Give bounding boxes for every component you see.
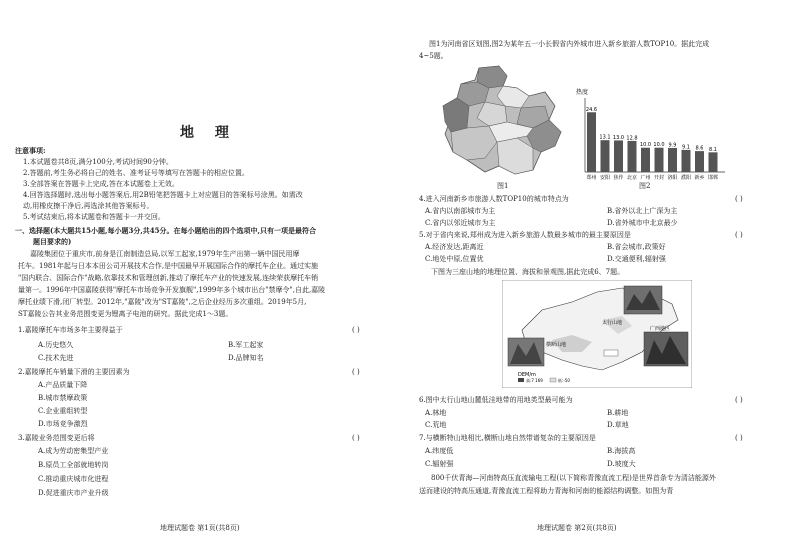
category-label: 濮阳 bbox=[680, 175, 692, 181]
option-d: D.品牌知名 bbox=[228, 354, 264, 362]
bar-洛阳 bbox=[668, 148, 677, 172]
category-label: 焦作 bbox=[613, 175, 624, 181]
region-west bbox=[443, 98, 469, 132]
page-footer: 地理试题卷 第1页(共8页) bbox=[160, 524, 240, 532]
bar-value-label: 10.0 bbox=[639, 142, 652, 149]
page-footer: 地理试题卷 第2页(共8页) bbox=[537, 524, 617, 532]
section-heading-2: 题目要求的) bbox=[33, 237, 72, 246]
option-a: A.经济发达,距离近 bbox=[425, 243, 484, 251]
passage-2-line: 800千伏青海—河南特高压直流输电工程(以下简称青豫直流工程)是世界首条专为清洁能源外 bbox=[431, 474, 716, 482]
bar-value-label: 10.0 bbox=[653, 142, 665, 149]
y-axis-label: 热度 bbox=[576, 89, 589, 96]
question-4: 4.进入河南新乡市旅游人数TOP10的城市特点为 bbox=[419, 195, 569, 203]
taihang-label: 太行山地 bbox=[602, 320, 623, 326]
category-label: 开封 bbox=[653, 175, 665, 181]
question-3: 3.嘉陵业务范围变更后将 bbox=[18, 434, 95, 442]
category-label: 邯郸 bbox=[707, 175, 719, 181]
passage-line: ST嘉陵公告其业务范围变更为锂离子电池的研究。据此完成1～3题。 bbox=[18, 310, 233, 318]
bar-value-label: 8.1 bbox=[709, 146, 717, 153]
bar-value-label: 13.1 bbox=[599, 134, 611, 141]
bar-value-label: 8.6 bbox=[695, 145, 704, 152]
notes-title: 注意事项: bbox=[15, 146, 46, 155]
china-terrain-map bbox=[502, 280, 692, 388]
section-heading: 一、选择题(本大题共15小题,每小题3分,共45分。在每小题给出的四个选项中,只有一项是最符合 bbox=[15, 226, 316, 235]
category-label: 广州 bbox=[640, 175, 651, 181]
option-d: D.促进重庆市产业升级 bbox=[38, 489, 109, 497]
option-d: D.交通便利,辐射强 bbox=[607, 255, 666, 263]
question-2: 2.嘉陵摩托车销量下滑的主要因素为 bbox=[18, 368, 130, 376]
bar-广州 bbox=[641, 148, 650, 172]
answer-bracket: ( ) bbox=[352, 326, 360, 334]
category-label: 郑州 bbox=[586, 175, 597, 181]
question-5: 5.对于省内来说,郑州成为进入新乡旅游人数最多城市的最主要原因是 bbox=[419, 231, 631, 239]
option-a: A.纬度低 bbox=[425, 447, 454, 455]
bar-安阳 bbox=[601, 140, 610, 172]
option-a: A.产品质量下降 bbox=[38, 381, 88, 389]
passage-line: 摩托业绩下滑,闭厂转型。2012年,"嘉陵"改为"ST嘉陵",之后企业经历多次重组。2019年5月, bbox=[18, 298, 307, 306]
henan-map bbox=[437, 62, 567, 180]
bar-新乡 bbox=[695, 151, 704, 172]
figure-1-caption: 图1 bbox=[497, 182, 509, 190]
option-c: C.技术先进 bbox=[38, 354, 74, 362]
option-b: B.军工起家 bbox=[228, 341, 264, 349]
answer-bracket: ( ) bbox=[352, 434, 360, 442]
category-label: 新乡 bbox=[694, 175, 705, 181]
option-c: C.省内以邻近城市为主 bbox=[425, 219, 496, 227]
bar-北京 bbox=[628, 141, 637, 172]
bar-郑州 bbox=[587, 112, 596, 172]
option-a: A.省内以南部城市为主 bbox=[425, 207, 496, 215]
option-d: D.坡度大 bbox=[607, 460, 636, 468]
dem-high-swatch bbox=[518, 378, 524, 382]
question-6: 6.图中太行山地山麓低洼地带的用地类型最可能为 bbox=[419, 396, 573, 404]
option-c: C.荒地 bbox=[425, 421, 447, 429]
intro-2: 下图为三座山地的地理位置、海拔和景观图,据此完成6、7题。 bbox=[431, 268, 625, 276]
option-b: B.省会城市,政策好 bbox=[607, 243, 666, 251]
option-a: A.林地 bbox=[425, 409, 447, 417]
option-c: C.企业重组转型 bbox=[38, 407, 88, 415]
answer-bracket: ( ) bbox=[352, 368, 360, 376]
exam-title: 地 理 bbox=[180, 125, 237, 141]
note-1: 1.本试题卷共8页,满分100分,考试时间90分钟。 bbox=[23, 158, 173, 166]
note-5: 5.考试结束后,将本试题卷和答题卡一并交回。 bbox=[23, 213, 165, 221]
passage-line: "国内联合、国际合作"战略,依靠技术和管理创新,推动了摩托车产业的快速发展,连续荣获摩托车销 bbox=[18, 274, 319, 282]
passage-line: 嘉陵集团位于重庆市,前身是江南制造总局,以军工起家,1979年生产出第一辆中国民用摩 bbox=[30, 250, 300, 258]
note-4b: 动,用橡皮擦干净后,再选涂其他答案标号。 bbox=[23, 202, 154, 210]
hengduan-label: 横断山地 bbox=[546, 342, 567, 348]
bar-value-label: 12.8 bbox=[626, 135, 638, 142]
option-b: B.城市禁摩政策 bbox=[38, 394, 88, 402]
category-label: 洛阳 bbox=[667, 175, 678, 181]
option-d: D.市场竞争激烈 bbox=[38, 420, 88, 428]
option-a: A.成为劳动密集型产业 bbox=[38, 447, 109, 455]
intro-line: 4~5题。 bbox=[419, 52, 448, 60]
guangxi-label: 广西地区 bbox=[650, 326, 671, 332]
passage-line: 托车。1981年起与日本本田公司开展技术合作,是中国最早开展国际合作的摩托车企业。通过实施 bbox=[18, 262, 319, 270]
intro-line: 图1为河南省区划图,图2为某年五一小长假省内外城市进入新乡旅游人数TOP10。据此完成 bbox=[429, 40, 710, 48]
bar-value-label: 24.6 bbox=[585, 106, 598, 113]
note-3: 3.全部答案在答题卡上完成,答在本试题卷上无效。 bbox=[23, 180, 179, 188]
dem-low: 低:-50 bbox=[558, 378, 570, 383]
answer-bracket: ( ) bbox=[735, 396, 743, 404]
dem-high: 高:7 169 bbox=[526, 378, 543, 383]
option-d: D.草地 bbox=[607, 421, 629, 429]
option-b: B.省外以北上广深为主 bbox=[607, 207, 678, 215]
option-c: C.地处中原,位置优 bbox=[425, 255, 484, 263]
right-page bbox=[397, 0, 794, 543]
option-d: D.省外城市中北京最少 bbox=[607, 219, 678, 227]
category-label: 安阳 bbox=[599, 175, 611, 181]
question-1: 1.嘉陵摩托车市场多年主要得益于 bbox=[18, 326, 123, 334]
bar-开封 bbox=[655, 148, 664, 172]
dem-low-swatch bbox=[550, 378, 556, 382]
option-c: C.辐射强 bbox=[425, 460, 454, 468]
bar-value-label: 9.9 bbox=[668, 142, 677, 149]
answer-bracket: ( ) bbox=[735, 231, 743, 239]
option-c: C.推动重庆城市化进程 bbox=[38, 475, 109, 483]
passage-line: 量第一。1996年中国嘉陵获得"摩托车市场竞争开发旗舰",1999年多个城市出台"禁摩令",自此,嘉陵 bbox=[18, 286, 326, 294]
note-2: 2.答题前,考生务必将自己的姓名、准考证号等填写在答题卡的相应位置。 bbox=[23, 169, 249, 177]
note-4: 4.回答选择题时,选出每小题答案后,用2B铅笔把答题卡上对应题目的答案标号涂黑。如需改 bbox=[23, 191, 303, 199]
bar-邯郸 bbox=[709, 152, 718, 172]
tourism-bar-chart bbox=[575, 86, 755, 186]
bar-焦作 bbox=[614, 140, 623, 172]
answer-bracket: ( ) bbox=[735, 434, 743, 442]
label-box bbox=[604, 350, 618, 356]
bar-value-label: 13.0 bbox=[612, 134, 625, 141]
figure-2-caption: 图2 bbox=[639, 182, 651, 190]
bar-value-label: 9.1 bbox=[682, 144, 690, 151]
option-a: A.历史悠久 bbox=[38, 341, 74, 349]
option-b: B.海拔高 bbox=[607, 447, 636, 455]
option-b: B.原员工全部就地转岗 bbox=[38, 461, 109, 469]
bar-濮阳 bbox=[682, 150, 691, 172]
category-label: 北京 bbox=[626, 175, 638, 181]
option-b: B.耕地 bbox=[607, 409, 629, 417]
answer-bracket: ( ) bbox=[735, 195, 743, 203]
passage-2-line: 送而建设的特高压通道,青豫直流工程将助力青海和河南的能源结构调整。如图为青 bbox=[419, 487, 674, 495]
dem-legend-title: DEM/m bbox=[518, 372, 536, 378]
question-7: 7.与横断特山地相比,横断山地自然带谱复杂的主要原因是 bbox=[419, 434, 596, 442]
